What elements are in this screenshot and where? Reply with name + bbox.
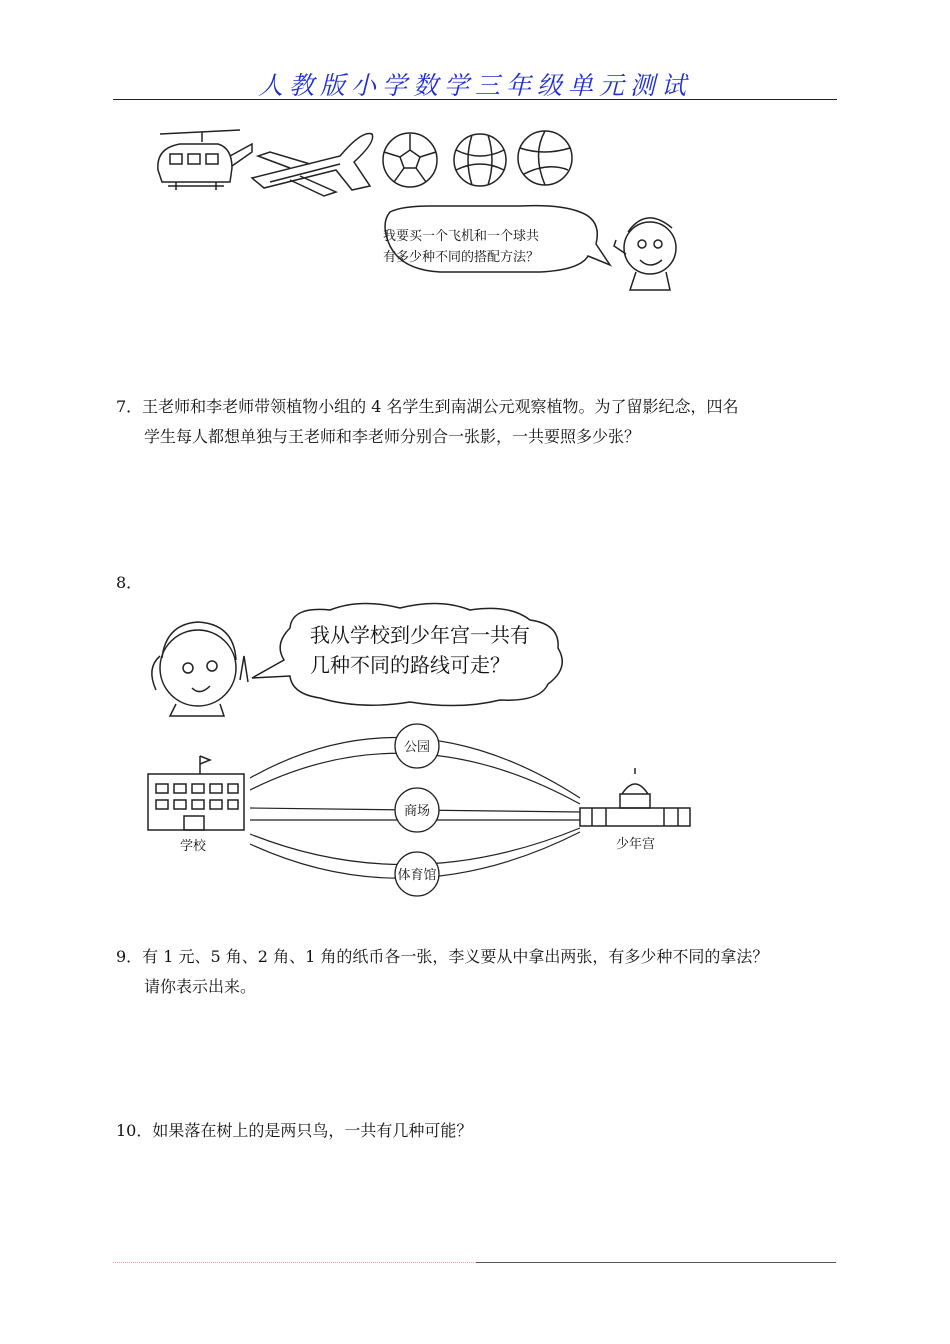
question-9-line-2: 请你表示出来。 [144,977,257,996]
youth-palace-label: 少年宫 [616,837,656,852]
question-9 [116,942,768,1002]
page-header-title: 人教版小学数学三年级单元测试 [257,71,692,100]
school-building-icon [148,756,244,830]
helicopter-icon [158,130,252,190]
header-divider [113,99,837,100]
basketball-icon [454,134,506,186]
question-10 [116,1116,472,1146]
question-7 [116,392,739,452]
routes-speech-line-2: 几种不同的路线可走？ [310,653,510,677]
school-label: 学校 [180,839,207,854]
footer-dotted-rule [113,1262,476,1263]
stop-park-label: 公园 [403,740,431,755]
question-7-line-1: 7．王老师和李老师带领植物小组的 4 名学生到南湖公元观察植物。为了留影纪念，四名 [116,397,739,416]
routes-figure [140,598,710,908]
routes-speech-line-1: 我从学校到少年宫一共有 [310,623,530,647]
question-7-line-2: 学生每人都想单独与王老师和李老师分别合一张影，一共要照多少张？ [144,427,641,446]
airplane-icon [252,133,373,196]
volleyball-icon [518,131,572,185]
soccer-ball-icon [383,133,437,187]
stop-mall-label: 商场 [403,804,431,819]
question-8-number: 8． [116,573,143,592]
girl-icon [152,622,248,716]
stop-gym-label: 体育馆 [397,868,437,883]
question-10-line-1: 10．如果落在树上的是两只鸟，一共有几种可能？ [116,1121,473,1140]
footer-rule [476,1262,836,1263]
cartoon-boy-icon [614,218,676,290]
toys-figure [140,120,740,295]
youth-palace-icon [580,768,690,826]
toys-speech-line-1: 我要买一个飞机和一个球共 [383,229,540,244]
question-9-line-1: 9．有 1 元、5 角、2 角、1 角的纸币各一张，李义要从中拿出两张，有多少种不同的拿法？ [116,947,769,966]
toys-speech-line-2: 有多少种不同的搭配方法？ [383,250,540,265]
